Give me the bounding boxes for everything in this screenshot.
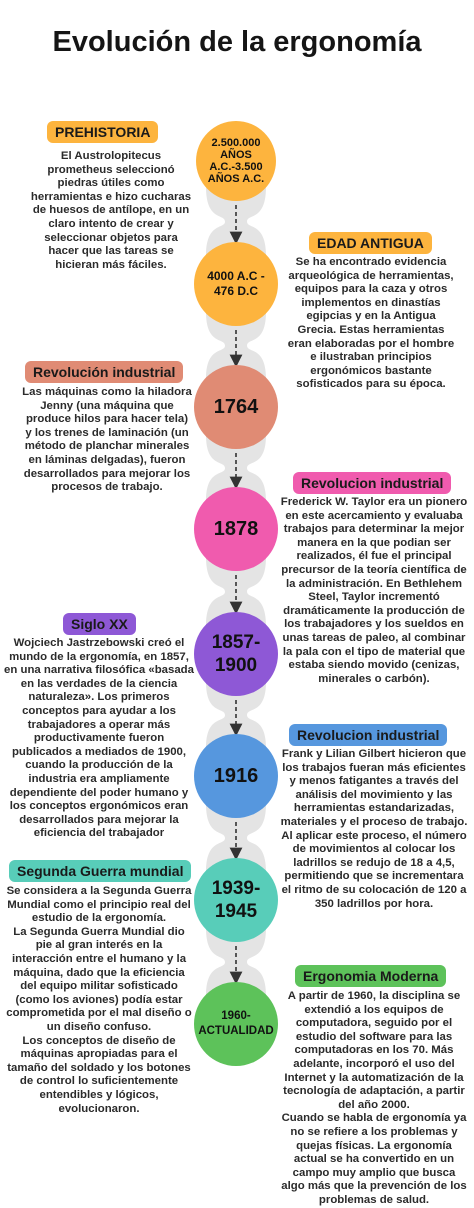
timeline-node-1916 [194, 734, 278, 818]
node-label: 2.500.000 AÑOS A.C.-3.500 AÑOS A.C. [207, 137, 265, 185]
timeline-node-prehistoria [196, 121, 276, 201]
event-body-prehistoria: El Austrolopitecus prometheus seleccionó piedras útiles como herramientas e hizo cucharas de huesos de antílope, en un claro intento de crear y seleccionar objetos para hacer que las tareas se hicieran más fáciles. [30, 150, 192, 271]
timeline-node-1878 [194, 487, 278, 571]
event-body-siglo-xx: Wojciech Jastrzebowski creó el mundo de la ergonomía, en 1857, en una narrativa filosófica «basada en las verdades de la ciencia naturaleza». Los primeros conceptos para ayudar a los trabajadores a operar más productivamente fueron publicados a mediados de 1900, cuando la producción de la industria era ampliamente dependiente del poder humano y los conceptos ergonómicos eran desarrollados para mejorar la eficiencia del trabajador [4, 637, 194, 840]
timeline-node-1960-actualidad [194, 982, 278, 1066]
event-body-revolucion-industrial-1764: Las máquinas como la hiladora Jenny (una máquina que produce hilos para hacer tela) y los trenes de laminación (un método de planchar minerales en láminas delgadas), fueron desarrollados para mejorar los procesos de trabajo. [22, 386, 192, 494]
event-body-revolucion-industrial-1878: Frederick W. Taylor era un pionero en este acercamiento y evaluaba trabajos para determinar la mejor manera en la que podian ser realizados, él fue el principal precursor de la teoría científica de la administración. En Bethlehem Steel, Taylor incrementó dramáticamente la producción de los trabajadores y los sueldos en unas tareas de paleo, al combinar la pala con el tipo de material que estaba siendo movido (cenizas, minerales o carbón). [280, 496, 468, 685]
event-heading-prehistoria: PREHISTORIA [47, 121, 158, 143]
event-body-ergonomia-moderna: A partir de 1960, la disciplina se extendió a los equipos de computadora, seguido por el estudio del software para las computadoras en los 70. Más adelante, incorporó el uso del Internet y la automatización de la tecnología de adaptación, a partir del año 2000. Cuando se habla de ergonomía ya no se refiere a los problemas y quejas físicas. La ergonomía actual se ha convertido en un campo muy amplio que busca algo más que la prevención de los problemas de salud. [281, 990, 467, 1206]
event-body-revolucion-industrial-1916: Frank y Lilian Gilbert hicieron que los trabajos fueran más eficientes y menos fatigantes a través del análisis del movimiento y las herramientas estandarizadas, materiales y el proceso de trabajo. Al aplicar este proceso, el número de movimientos al colocar los ladrillos se redujo de 18 a 4,5, permitiendo que se incrementara el ritmo de su colocación de 120 a 350 ladrillos por hora. [280, 748, 468, 910]
event-heading-revolucion-industrial-1878: Revolucion industrial [293, 472, 451, 494]
event-heading-edad-antigua: EDAD ANTIGUA [309, 232, 432, 254]
timeline-node-1857-1900 [194, 612, 278, 696]
node-label: 1960-ACTUALIDAD [198, 1010, 274, 1037]
event-heading-revolucion-industrial-1764: Revolución industrial [25, 361, 183, 383]
page-title: Evolución de la ergonomía [52, 26, 422, 58]
timeline-node-1764 [194, 365, 278, 449]
event-heading-segunda-guerra-mundial: Segunda Guerra mundial [9, 860, 191, 882]
timeline-node-1939-1945 [194, 858, 278, 942]
node-label: 1878 [213, 517, 259, 540]
node-label: 1764 [213, 395, 259, 418]
node-label: 1939-1945 [211, 878, 261, 922]
node-label: 1916 [213, 764, 259, 787]
event-body-segunda-guerra-mundial: Se considera a la Segunda Guerra Mundial como el principio real del estudio de la ergonomía. La Segunda Guerra Mundial dio pie al gran interés en la interacción entre el humano y la máquina, dado que la eficiencia del equipo militar sofisticado (como los aviones) podía estar comprometida por el mal diseño o un diseño confuso. Los conceptos de diseño de máquinas apropiadas para el tamaño del soldado y los botones de control lo suficientemente entendibles y lógicos, evolucionaron. [6, 885, 192, 1115]
event-heading-revolucion-industrial-1916: Revolucion industrial [289, 724, 447, 746]
event-body-edad-antigua: Se ha encontrado evidencia arqueológica de herramientas, equipos para la caza y otros implementos en dinastías egipcias y en la Antigua Grecia. Estas herramientas eran elaboradas por el hombre e ilustraban principios ergonómicos bastante sofisticados para su época. [287, 256, 455, 391]
event-heading-ergonomia-moderna: Ergonomia Moderna [295, 965, 446, 987]
event-heading-siglo-xx: Siglo XX [63, 613, 136, 635]
node-label: 1857-1900 [211, 632, 261, 676]
node-label: 4000 A.C - 476 D.C [207, 269, 265, 298]
timeline-node-edad-antigua [194, 242, 278, 326]
